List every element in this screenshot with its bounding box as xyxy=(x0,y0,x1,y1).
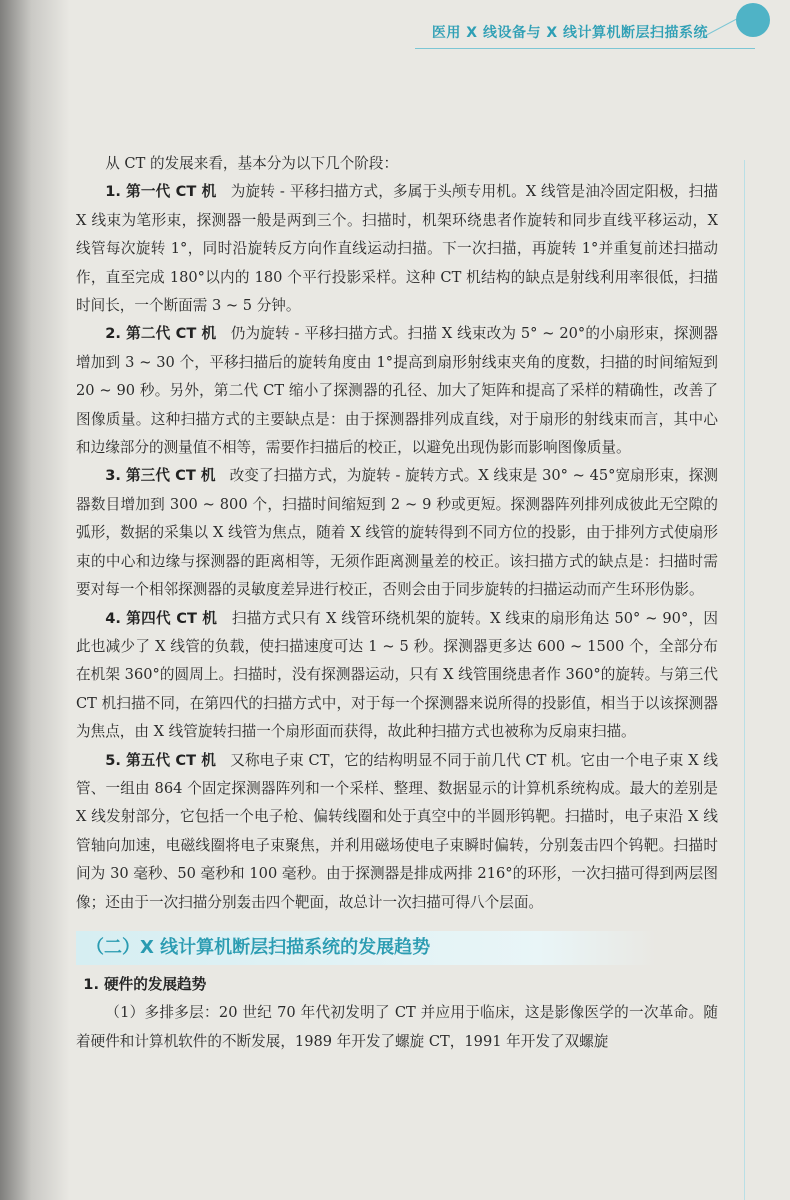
generation-paragraph-4 xyxy=(76,605,718,747)
generation-text: 又称电子束 CT，它的结构明显不同于前几代 CT 机。它由一个电子束 X 线管、一组由 864 个固定探测器阵列和一个采样、整理、数据显示的计算机系统构成。最大的差别是 X 线发射部分，它包括一个电子枪、偏转线圈和处于真空中的半圆形钨靶。扫描时，电子束沿 X 线管轴向加速，电磁线圈将电子束聚焦，并利用磁场使电子束瞬时偏转，分别轰击四个钨靶。扫描时间为 30 毫秒、50 毫秒和 100 毫秒。由于探测器是排成两排 216°的环形，一次扫描可得到两层图像；还由于一次扫描分别轰击四个靶面，故总计一次扫描可得八个层面。 xyxy=(76,751,718,911)
generation-paragraph-3 xyxy=(76,462,718,604)
generation-text: 扫描方式只有 X 线管环绕机架的旋转。X 线束的扇形角达 50° ~ 90°，因此也减少了 X 线管的负载，使扫描速度可达 1 ~ 5 秒。探测器更多达 600 ~ 1500 个，全部分布在机架 360°的圆周上。扫描时，没有探测器运动，只有 X 线管围绕患者作 360°的旋转。与第三代 CT 机扫描不同，在第四代的扫描方式中，对于每一个探测器来说所得的投影值，相当于以该探测器为焦点，由 X 线管旋转扫描一个扇形面而获得，故此种扫描方式也被称为反扇束扫描。 xyxy=(76,609,719,741)
header-circle-icon xyxy=(736,3,770,37)
intro-paragraph: 从 CT 的发展来看，基本分为以下几个阶段： xyxy=(105,155,399,172)
page-body xyxy=(76,150,718,1056)
section-heading: （二）X 线计算机断层扫描系统的发展趋势 xyxy=(76,931,656,965)
generation-title: 5. 第五代 CT 机 xyxy=(105,751,216,769)
margin-rule xyxy=(744,160,745,1200)
generation-text: 仍为旋转 - 平移扫描方式。扫描 X 线束改为 5° ~ 20°的小扇形束，探测器增加到 3 ~ 30 个，平移扫描后的旋转角度由 1°提高到扇形射线束夹角的度数，扫描的时间缩短到 20 ~ 90 秒。另外，第二代 CT 缩小了探测器的孔径、加大了矩阵和提高了采样的精确性，改善了图像质量。这种扫描方式的主要缺点是：由于探测器排列成直线，对于扇形的射线束而言，其中心和边缘部分的测量值不相等，需要作扫描后的校正，以避免出现伪影而影响图像质量。 xyxy=(76,325,718,457)
generation-title: 1. 第一代 CT 机 xyxy=(105,183,217,201)
generation-paragraph-1 xyxy=(76,178,718,320)
generation-paragraph-5 xyxy=(76,747,718,917)
generation-title: 4. 第四代 CT 机 xyxy=(105,609,218,627)
sub-heading: 1. 硬件的发展趋势 xyxy=(83,975,207,993)
page-binding-shadow xyxy=(0,0,70,1200)
generation-text: 为旋转 - 平移扫描方式，多属于头颅专用机。X 线管是油冷固定阳极，扫描 X 线束为笔形束，探测器一般是两到三个。扫描时，机架环绕患者作旋转和同步直线平移运动，X 线管每次旋转 1°，同时沿旋转反方向作直线运动扫描。下一次扫描，再旋转 1°并重复前述扫描动作，直至完成 180°以内的 180 个平行投影采样。这种 CT 机结构的缺点是射线利用率很低，扫描时间长，一个断面需 3 ~ 5 分钟。 xyxy=(76,183,719,315)
generation-text: 改变了扫描方式，为旋转 - 旋转方式。X 线束是 30° ~ 45°宽扇形束，探测器数目增加到 300 ~ 800 个，扫描时间缩短到 2 ~ 9 秒或更短。探测器阵列排列成彼此无空隙的弧形，数据的采集以 X 线管为焦点，随着 X 线管的旋转得到不同方位的投影，由于排列方式使扇形束的中心和边缘与探测器的距离相等，无须作距离测量差的校正。该扫描方式的缺点是：扫描时需要对每一个相邻探测器的灵敏度差异进行校正，否则会由于同步旋转的扫描运动而产生环形伪影。 xyxy=(76,467,718,599)
section-paragraph: （1）多排多层：20 世纪 70 年代初发明了 CT 并应用于临床，这是影像医学的一次革命。随着硬件和计算机软件的不断发展，1989 年开发了螺旋 CT，1991 年开发了双螺旋 xyxy=(76,1004,718,1050)
header-rule xyxy=(415,48,755,49)
generation-paragraph-2 xyxy=(76,320,718,462)
generation-title: 3. 第三代 CT 机 xyxy=(105,467,216,485)
running-title: 医用 X 线设备与 X 线计算机断层扫描系统 xyxy=(431,25,708,41)
page-header xyxy=(0,0,790,56)
generation-title: 2. 第二代 CT 机 xyxy=(105,325,217,343)
